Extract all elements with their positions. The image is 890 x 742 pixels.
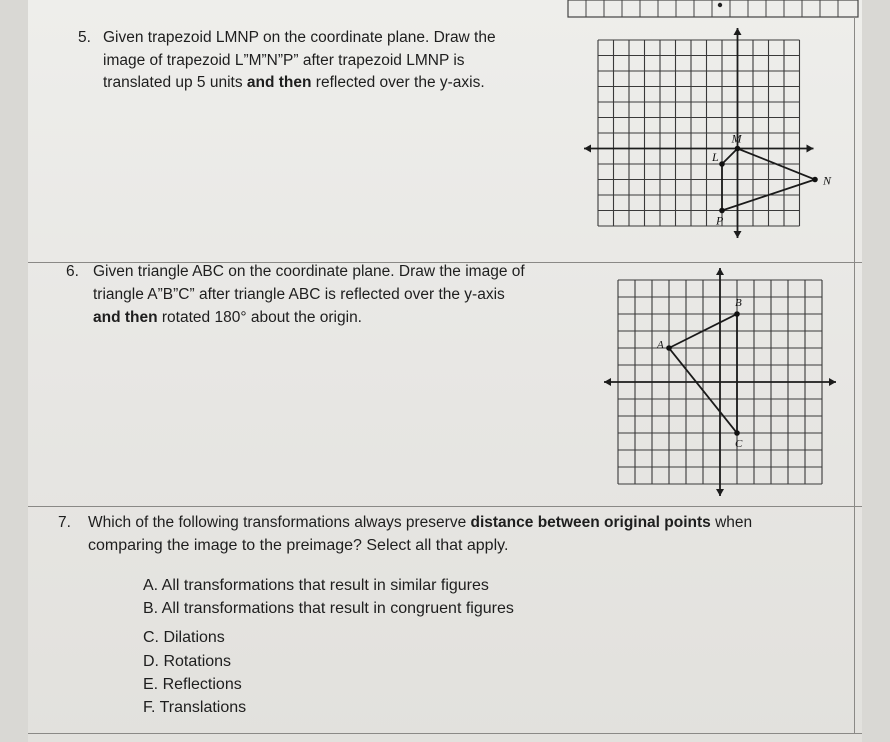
- q7-line-1-pre: Which of the following transformations always preserve: [88, 514, 471, 531]
- q5-label-m: M: [731, 131, 742, 146]
- q5-arrow-right-icon: [807, 145, 814, 153]
- q6-and-then: and then: [93, 309, 158, 326]
- q6-arrow-left-icon: [604, 378, 611, 386]
- q6-line-3-post: rotated 180° about the origin.: [157, 309, 362, 326]
- q5-line-3-post: reflected over the y-axis.: [311, 74, 485, 91]
- q5-line-3-pre: translated up 5 units: [103, 74, 247, 91]
- q6-arrow-down-icon: [716, 489, 724, 496]
- divider-q6-q7: [28, 506, 862, 507]
- q6-point-c: [734, 430, 740, 436]
- q5-coordinate-grid[interactable]: [588, 30, 832, 262]
- q7-line-1: [88, 512, 752, 534]
- worksheet-page: [28, 0, 862, 742]
- q7-option-f[interactable]: F. Translations: [143, 699, 247, 716]
- q5-point-n: [812, 177, 818, 183]
- q5-label-n: N: [823, 173, 832, 188]
- q6-line-3: [93, 307, 362, 329]
- q6-line-2: triangle A”B”C” after triangle ABC is reflected over the y-axis: [93, 286, 505, 303]
- q7-line-1-post: when: [710, 514, 753, 531]
- q6-point-a: [666, 345, 672, 351]
- q5-line-2: image of trapezoid L”M”N”P” after trapezoid LMNP is: [103, 52, 465, 69]
- q6-label-c: C: [735, 438, 743, 450]
- q6-label-a: A: [657, 339, 664, 351]
- q5-label-p: P: [716, 213, 724, 228]
- q5-line-3: [103, 72, 485, 94]
- q6-label-b: B: [735, 297, 742, 309]
- q5-arrow-left-icon: [584, 145, 591, 153]
- q5-arrow-down-icon: [734, 231, 742, 238]
- q7-option-a[interactable]: A. All transformations that result in similar figures: [143, 577, 489, 594]
- q7-number: 7.: [58, 514, 71, 531]
- q5-number: 5.: [78, 29, 91, 46]
- q6-arrow-up-icon: [716, 268, 724, 275]
- divider-bottom: [28, 733, 862, 734]
- previous-grid-fragment: [568, 0, 858, 18]
- q7-option-b[interactable]: B. All transformations that result in congruent figures: [143, 600, 514, 617]
- q5-point-p: [719, 208, 725, 214]
- q5-arrow-up-icon: [734, 28, 742, 35]
- q5-point-l: [719, 161, 725, 167]
- q7-distance-phrase: distance between original points: [470, 514, 711, 531]
- q5-label-l: L: [712, 150, 719, 164]
- q7-option-e[interactable]: E. Reflections: [143, 676, 242, 693]
- q6-point-b: [734, 311, 740, 317]
- q5-line-1: Given trapezoid LMNP on the coordinate plane. Draw the: [103, 29, 496, 46]
- q6-number: 6.: [66, 263, 79, 280]
- q6-arrow-right-icon: [829, 378, 836, 386]
- q5-point-m: [735, 146, 741, 152]
- q6-axes: [604, 268, 836, 496]
- q5-and-then: and then: [246, 74, 312, 91]
- q5-gridlines: [598, 40, 800, 226]
- q7-option-c[interactable]: C. Dilations: [143, 629, 225, 646]
- q6-line-1: Given triangle ABC on the coordinate plane. Draw the image of: [93, 263, 525, 280]
- q6-coordinate-grid[interactable]: [598, 266, 838, 506]
- right-border: [854, 16, 855, 734]
- q7-option-d[interactable]: D. Rotations: [143, 653, 232, 670]
- q7-line-2: comparing the image to the preimage? Select all that apply.: [88, 537, 509, 554]
